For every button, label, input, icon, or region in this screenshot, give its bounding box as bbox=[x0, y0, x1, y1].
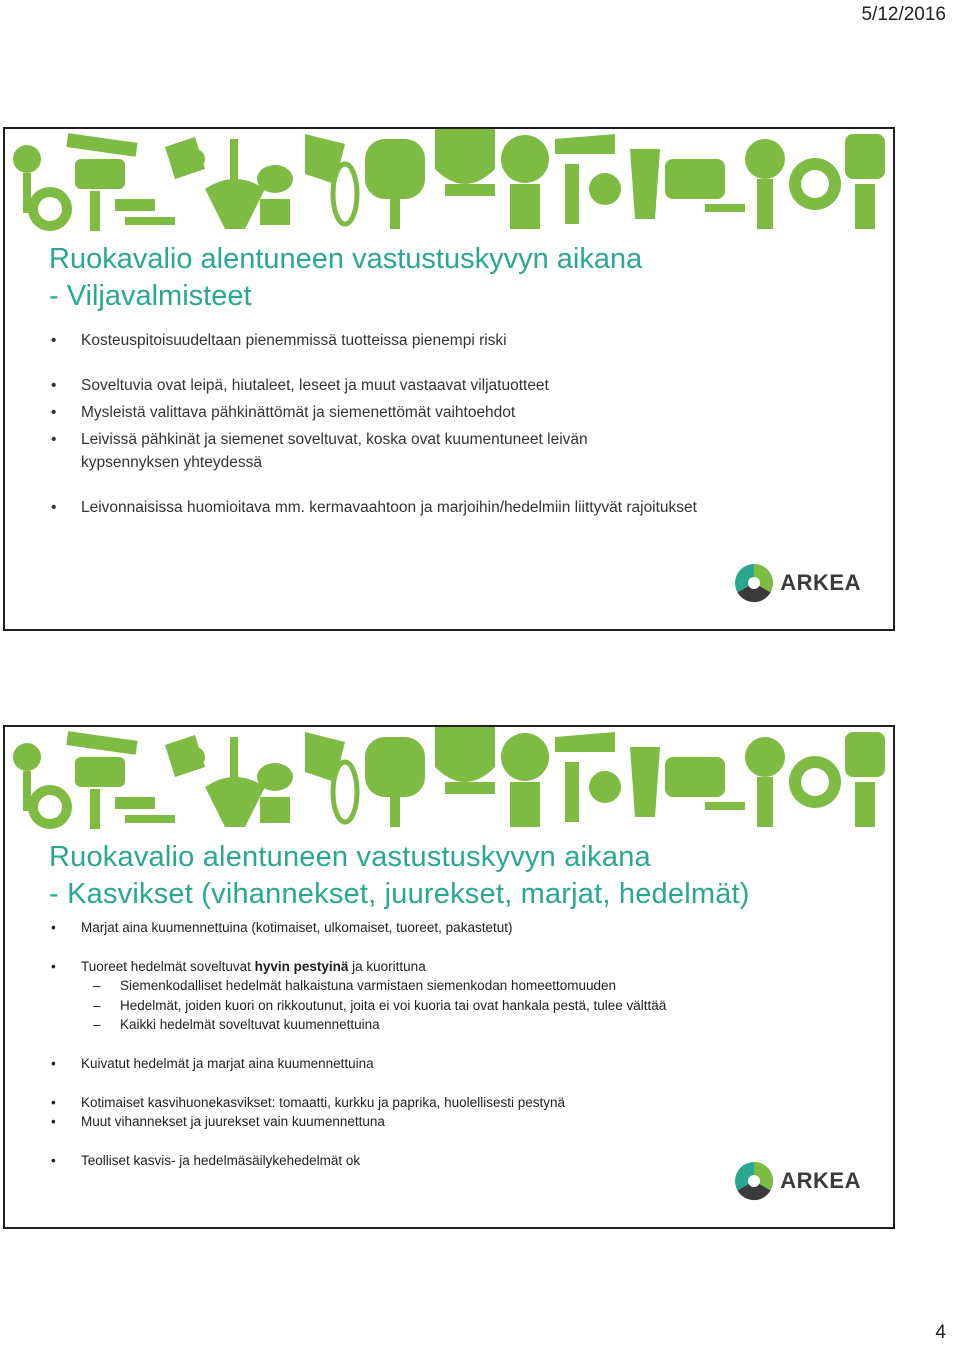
sub-list-item: – Hedelmät, joiden kuori on rikkoutunut, joita ei voi kuoria tai ovat hankala pestä, tulee välttää bbox=[49, 996, 869, 1016]
slide-kasvikset bbox=[3, 725, 895, 1229]
list-spacer bbox=[49, 938, 869, 957]
logo-text: ARKEA bbox=[780, 1168, 861, 1193]
list-item-text: ja kuorittuna bbox=[348, 958, 426, 974]
list-spacer bbox=[49, 474, 869, 496]
list-spacer bbox=[49, 1132, 869, 1151]
list-item: • Kotimaiset kasvihuonekasvikset: tomaatti, kurkku ja paprika, huolellisesti pestynä bbox=[49, 1093, 869, 1113]
list-item: • Kosteuspitoisuudeltaan pienemmissä tuotteissa pienempi riski bbox=[49, 329, 869, 352]
list-item bbox=[49, 957, 869, 977]
bullet-list bbox=[49, 918, 869, 1170]
list-item: • Leivissä pähkinät ja siemenet soveltuvat, koska ovat kuumentuneet leivän kypsennyksen yhteydessä bbox=[49, 428, 681, 474]
slide-title-line1: Ruokavalio alentuneen vastustuskyvyn aikana bbox=[49, 243, 643, 275]
page-number: 4 bbox=[935, 1322, 946, 1343]
kitchen-tools-banner bbox=[5, 727, 893, 832]
list-spacer bbox=[49, 1074, 869, 1093]
list-item: • Leivonnaisissa huomioitava mm. kermavaahtoon ja marjoihin/hedelmiin liittyvät rajoitukset bbox=[49, 496, 701, 519]
list-spacer bbox=[49, 1035, 869, 1054]
list-item: • Marjat aina kuumennettuina (kotimaiset, ulkomaiset, tuoreet, pakastetut) bbox=[49, 918, 869, 938]
list-item: • Muut vihannekset ja juurekset vain kuumennettuna bbox=[49, 1112, 869, 1132]
date-header: 5/12/2016 bbox=[861, 4, 946, 25]
list-spacer bbox=[49, 352, 869, 374]
arkea-logo-icon bbox=[734, 563, 774, 603]
bullet-list bbox=[49, 329, 869, 519]
arkea-logo-icon bbox=[734, 1161, 774, 1201]
sub-list-item: – Kaikki hedelmät soveltuvat kuumennettuina bbox=[49, 1015, 869, 1035]
slide-title bbox=[49, 839, 750, 913]
arkea-logo bbox=[734, 563, 861, 603]
list-item-emphasis: hyvin pestyinä bbox=[254, 958, 349, 974]
kitchen-tools-icon bbox=[5, 727, 893, 832]
list-item: • Teolliset kasvis- ja hedelmäsäilykehedelmät ok bbox=[49, 1151, 869, 1171]
slide-title bbox=[49, 241, 642, 315]
list-item: • Soveltuvia ovat leipä, hiutaleet, leseet ja muut vastaavat viljatuotteet bbox=[49, 374, 869, 397]
list-item: • Mysleistä valittava pähkinättömät ja siemenettömät vaihtoehdot bbox=[49, 401, 869, 424]
kitchen-tools-icon bbox=[5, 129, 893, 234]
list-item-text: Tuoreet hedelmät soveltuvat bbox=[81, 958, 255, 974]
list-item: • Kuivatut hedelmät ja marjat aina kuumennettuina bbox=[49, 1054, 869, 1074]
slide-viljavalmisteet bbox=[3, 127, 895, 631]
slide-title-line1: Ruokavalio alentuneen vastustuskyvyn aikana bbox=[49, 841, 651, 873]
slide-title-line2: - Kasvikset (vihannekset, juurekset, marjat, hedelmät) bbox=[49, 878, 750, 910]
logo-text: ARKEA bbox=[780, 570, 861, 595]
sub-list-item: – Siemenkodalliset hedelmät halkaistuna varmistaen siemenkodan homeettomuuden bbox=[49, 976, 869, 996]
arkea-logo bbox=[734, 1161, 861, 1201]
slide-title-line2: - Viljavalmisteet bbox=[49, 280, 252, 312]
kitchen-tools-banner bbox=[5, 129, 893, 234]
